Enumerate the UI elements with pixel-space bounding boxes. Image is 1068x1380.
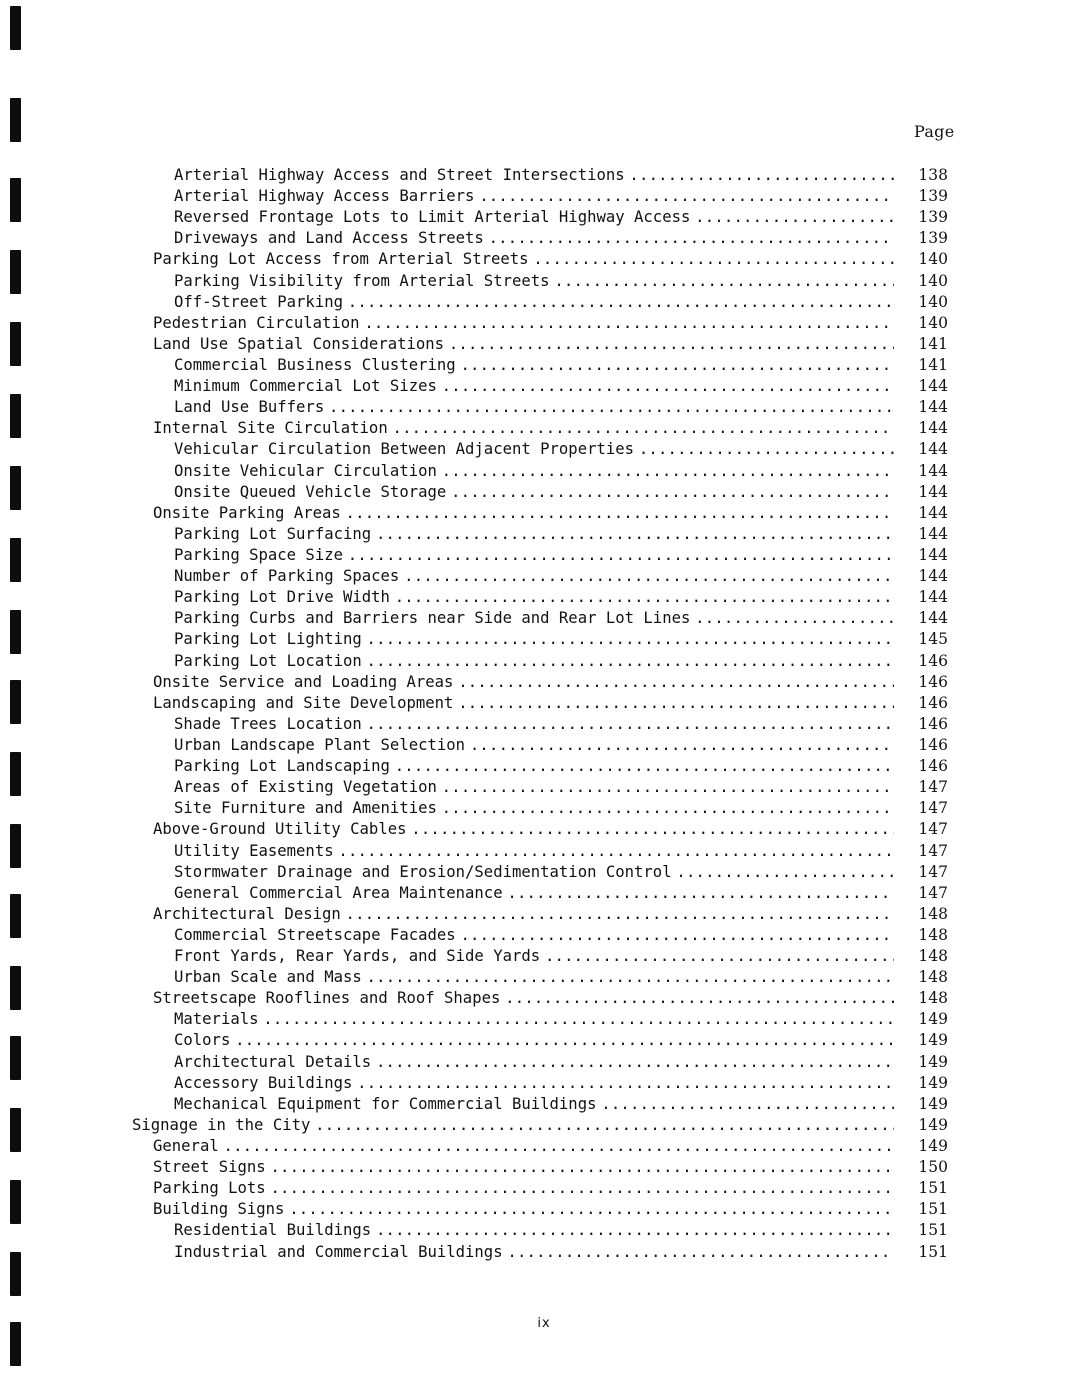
toc-row <box>0 756 1068 777</box>
toc-entry-title: Land Use Buffers . . . <box>174 397 894 418</box>
toc-entry-page: 144 <box>918 440 948 459</box>
toc-row <box>0 482 1068 503</box>
table-of-contents <box>0 165 1068 1263</box>
toc-row <box>0 672 1068 693</box>
toc-entry-page: 144 <box>918 503 948 522</box>
toc-entry-title: Parking Lot Landscaping . . . <box>174 756 894 777</box>
toc-row <box>0 1030 1068 1051</box>
toc-row <box>0 461 1068 482</box>
toc-entry-page: 146 <box>918 693 948 712</box>
toc-entry-title: Stormwater Drainage and Erosion/Sedimentation Control . . . <box>174 862 894 883</box>
toc-row <box>0 249 1068 270</box>
toc-entry-page: 148 <box>918 925 948 944</box>
toc-entry-title: Onsite Service and Loading Areas . . . <box>153 672 894 693</box>
toc-row <box>0 1009 1068 1030</box>
toc-row <box>0 545 1068 566</box>
toc-entry-title: Off-Street Parking . . . <box>174 292 894 313</box>
toc-row <box>0 798 1068 819</box>
toc-entry-page: 151 <box>918 1179 948 1198</box>
toc-entry-title: General Commercial Area Maintenance . . . <box>174 883 894 904</box>
toc-entry-title: Parking Lot Access from Arterial Streets . . . <box>153 249 894 270</box>
toc-row <box>0 1094 1068 1115</box>
toc-entry-page: 147 <box>918 862 948 881</box>
toc-entry-title: Building Signs . . . <box>153 1199 894 1220</box>
toc-row <box>0 376 1068 397</box>
toc-row <box>0 819 1068 840</box>
toc-entry-page: 148 <box>918 904 948 923</box>
toc-row <box>0 397 1068 418</box>
toc-entry-title: Arterial Highway Access Barriers . . . <box>174 186 894 207</box>
toc-entry-page: 145 <box>918 630 948 649</box>
toc-row <box>0 587 1068 608</box>
toc-row <box>0 967 1068 988</box>
toc-entry-page: 139 <box>918 208 948 227</box>
toc-row <box>0 566 1068 587</box>
toc-entry-page: 151 <box>918 1221 948 1240</box>
toc-entry-page: 144 <box>918 419 948 438</box>
toc-entry-title: Internal Site Circulation . . . <box>153 418 894 439</box>
toc-entry-page: 151 <box>918 1242 948 1261</box>
toc-entry-title: Streetscape Rooflines and Roof Shapes . . . <box>153 988 894 1009</box>
toc-row <box>0 439 1068 460</box>
toc-row <box>0 186 1068 207</box>
toc-row <box>0 1220 1068 1241</box>
toc-entry-page: 141 <box>918 355 948 374</box>
toc-entry-page: 146 <box>918 651 948 670</box>
toc-entry-title: Parking Visibility from Arterial Streets . . . <box>174 271 894 292</box>
page-number: ix <box>537 1316 551 1331</box>
toc-entry-title: Number of Parking Spaces . . . <box>174 566 894 587</box>
toc-entry-title: Shade Trees Location . . . <box>174 714 894 735</box>
toc-row <box>0 651 1068 672</box>
toc-row <box>0 629 1068 650</box>
toc-entry-page: 149 <box>918 1137 948 1156</box>
toc-row <box>0 693 1068 714</box>
toc-entry-title: Residential Buildings . . . <box>174 1220 894 1241</box>
toc-entry-title: Land Use Spatial Considerations . . . <box>153 334 894 355</box>
toc-entry-title: Architectural Details . . . <box>174 1052 894 1073</box>
toc-row <box>0 1073 1068 1094</box>
toc-entry-title: Driveways and Land Access Streets . . . <box>174 228 894 249</box>
toc-row <box>0 355 1068 376</box>
toc-row <box>0 1115 1068 1136</box>
toc-entry-title: Parking Lot Location . . . <box>174 651 894 672</box>
toc-entry-title: Parking Lot Lighting . . . <box>174 629 894 650</box>
toc-row <box>0 313 1068 334</box>
toc-entry-title: Industrial and Commercial Buildings . . . <box>174 1242 894 1263</box>
toc-row <box>0 271 1068 292</box>
toc-row <box>0 524 1068 545</box>
toc-entry-title: General . . . <box>153 1136 894 1157</box>
toc-entry-title: Landscaping and Site Development . . . <box>153 693 894 714</box>
toc-entry-title: Vehicular Circulation Between Adjacent Properties . . . <box>174 439 894 460</box>
toc-entry-page: 140 <box>918 292 948 311</box>
toc-entry-page: 139 <box>918 187 948 206</box>
toc-row <box>0 841 1068 862</box>
toc-row <box>0 503 1068 524</box>
toc-row <box>0 228 1068 249</box>
toc-entry-page: 151 <box>918 1200 948 1219</box>
toc-entry-title: Arterial Highway Access and Street Intersections . . . <box>174 165 894 186</box>
toc-entry-page: 144 <box>918 545 948 564</box>
toc-entry-page: 146 <box>918 672 948 691</box>
toc-entry-title: Commercial Streetscape Facades . . . <box>174 925 894 946</box>
toc-row <box>0 165 1068 186</box>
toc-row <box>0 735 1068 756</box>
toc-entry-title: Areas of Existing Vegetation . . . <box>174 777 894 798</box>
toc-entry-page: 144 <box>918 398 948 417</box>
toc-entry-title: Street Signs . . . <box>153 1157 894 1178</box>
binding-mark <box>10 98 21 142</box>
toc-entry-title: Parking Lot Surfacing . . . <box>174 524 894 545</box>
toc-entry-title: Onsite Parking Areas . . . <box>153 503 894 524</box>
toc-entry-title: Pedestrian Circulation . . . <box>153 313 894 334</box>
toc-entry-page: 147 <box>918 820 948 839</box>
toc-entry-title: Onsite Vehicular Circulation . . . <box>174 461 894 482</box>
toc-entry-page: 147 <box>918 778 948 797</box>
toc-row <box>0 1052 1068 1073</box>
toc-entry-title: Parking Space Size . . . <box>174 545 894 566</box>
toc-row <box>0 988 1068 1009</box>
toc-entry-title: Minimum Commercial Lot Sizes . . . <box>174 376 894 397</box>
toc-entry-page: 149 <box>918 1052 948 1071</box>
page-column-heading: Page <box>914 122 955 141</box>
toc-entry-page: 146 <box>918 735 948 754</box>
toc-entry-page: 149 <box>918 1073 948 1092</box>
toc-entry-title: Architectural Design . . . <box>153 904 894 925</box>
toc-entry-page: 144 <box>918 377 948 396</box>
toc-row <box>0 1199 1068 1220</box>
toc-entry-title: Reversed Frontage Lots to Limit Arterial Highway Access . . . <box>174 207 894 228</box>
toc-row <box>0 862 1068 883</box>
toc-entry-page: 138 <box>918 166 948 184</box>
toc-entry-page: 147 <box>918 883 948 902</box>
toc-row <box>0 904 1068 925</box>
toc-row <box>0 608 1068 629</box>
toc-entry-page: 141 <box>918 334 948 353</box>
toc-entry-page: 150 <box>918 1158 948 1177</box>
toc-entry-title: Colors . . . <box>174 1030 894 1051</box>
binding-mark <box>10 6 21 50</box>
toc-row <box>0 1136 1068 1157</box>
toc-entry-title: Above-Ground Utility Cables . . . <box>153 819 894 840</box>
toc-entry-page: 149 <box>918 1031 948 1050</box>
toc-entry-page: 148 <box>918 947 948 966</box>
toc-row <box>0 1157 1068 1178</box>
toc-entry-page: 146 <box>918 714 948 733</box>
toc-entry-page: 148 <box>918 968 948 987</box>
toc-row <box>0 292 1068 313</box>
toc-entry-page: 149 <box>918 1115 948 1134</box>
toc-row <box>0 334 1068 355</box>
toc-entry-page: 147 <box>918 799 948 818</box>
toc-entry-title: Signage in the City . . . <box>132 1115 894 1136</box>
toc-entry-page: 147 <box>918 841 948 860</box>
toc-row <box>0 946 1068 967</box>
toc-row <box>0 883 1068 904</box>
toc-row <box>0 1242 1068 1263</box>
toc-entry-page: 146 <box>918 757 948 776</box>
toc-entry-page: 140 <box>918 250 948 269</box>
toc-entry-page: 139 <box>918 229 948 248</box>
toc-entry-page: 140 <box>918 313 948 332</box>
toc-entry-title: Urban Landscape Plant Selection . . . <box>174 735 894 756</box>
toc-entry-title: Parking Lots . . . <box>153 1178 894 1199</box>
toc-row <box>0 1178 1068 1199</box>
toc-entry-title: Materials . . . <box>174 1009 894 1030</box>
toc-entry-title: Front Yards, Rear Yards, and Side Yards . . . <box>174 946 894 967</box>
toc-row <box>0 207 1068 228</box>
toc-entry-title: Parking Lot Drive Width . . . <box>174 587 894 608</box>
toc-entry-title: Commercial Business Clustering . . . <box>174 355 894 376</box>
toc-entry-title: Accessory Buildings . . . <box>174 1073 894 1094</box>
toc-entry-title: Urban Scale and Mass . . . <box>174 967 894 988</box>
toc-entry-title: Utility Easements . . . <box>174 841 894 862</box>
toc-entry-page: 149 <box>918 1094 948 1113</box>
toc-entry-page: 148 <box>918 989 948 1008</box>
toc-entry-page: 144 <box>918 482 948 501</box>
toc-entry-page: 144 <box>918 524 948 543</box>
toc-entry-page: 149 <box>918 1010 948 1029</box>
toc-entry-page: 144 <box>918 588 948 607</box>
toc-entry-page: 144 <box>918 609 948 628</box>
toc-row <box>0 418 1068 439</box>
toc-entry-title: Site Furniture and Amenities . . . <box>174 798 894 819</box>
toc-row <box>0 925 1068 946</box>
toc-entry-title: Onsite Queued Vehicle Storage . . . <box>174 482 894 503</box>
toc-entry-page: 140 <box>918 271 948 290</box>
toc-entry-page: 144 <box>918 567 948 586</box>
toc-row <box>0 777 1068 798</box>
toc-row <box>0 714 1068 735</box>
toc-entry-page: 144 <box>918 461 948 480</box>
toc-entry-title: Mechanical Equipment for Commercial Buildings . . . <box>174 1094 894 1115</box>
toc-entry-title: Parking Curbs and Barriers near Side and Rear Lot Lines . . . <box>174 608 894 629</box>
